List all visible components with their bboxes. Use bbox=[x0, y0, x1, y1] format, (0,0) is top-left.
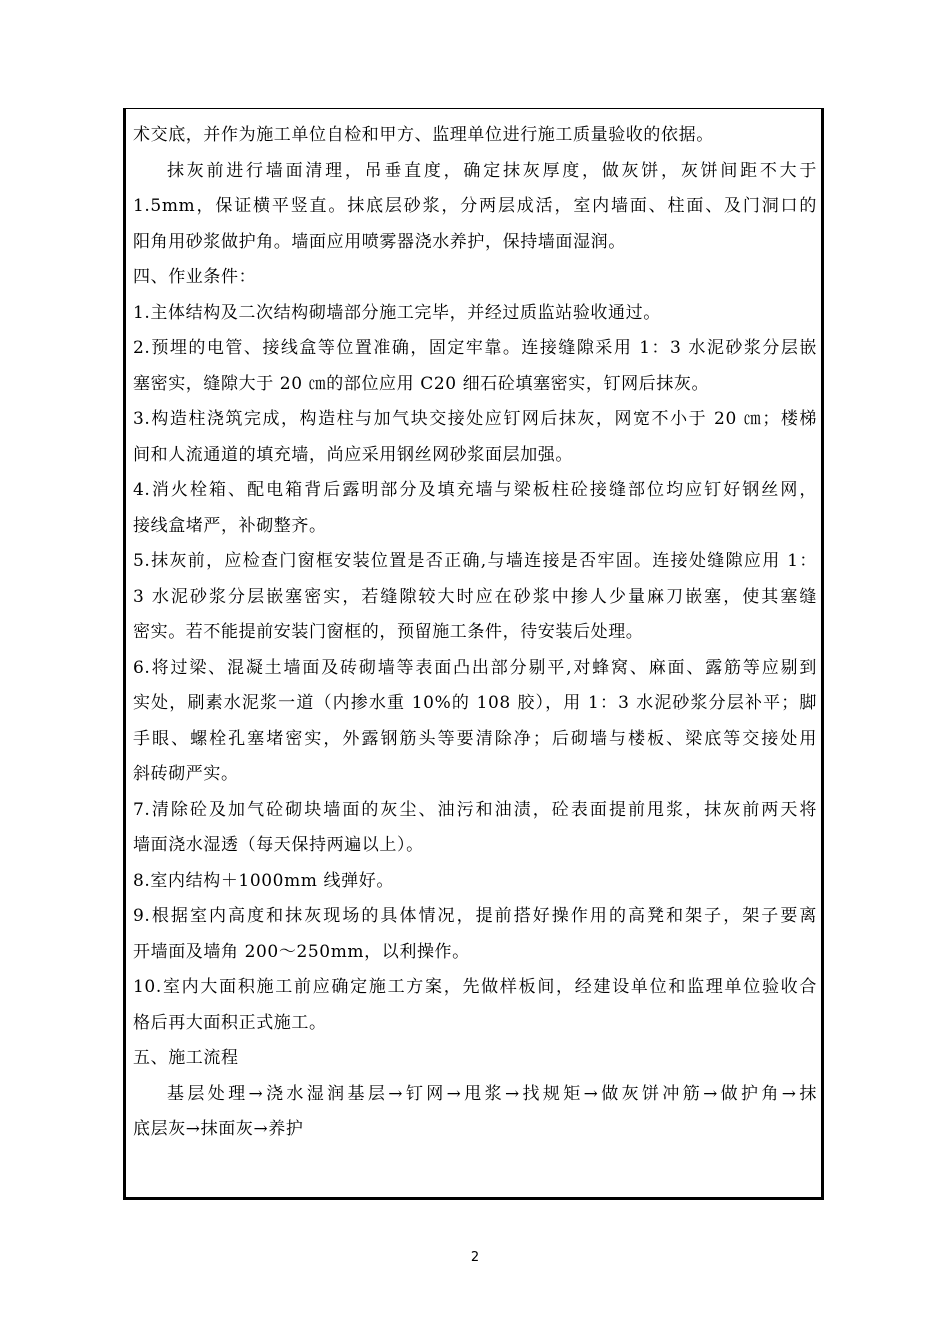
text-line: 7.清除砼及加气砼砌块墙面的灰尘、油污和油渍，砼表面提前甩浆，抹灰前两天将 bbox=[133, 799, 817, 820]
text-line: 格后再大面积正式施工。 bbox=[133, 1012, 327, 1033]
page-number: 2 bbox=[470, 1250, 480, 1265]
text-line: 9.根据室内高度和抹灰现场的具体情况，提前搭好操作用的高凳和架子，架子要离 bbox=[133, 906, 817, 926]
text-line: 8.室内结构＋1000mm 线弹好。 bbox=[133, 870, 394, 891]
text-line: 10.室内大面积施工前应确定施工方案，先做样板间，经建设单位和监理单位验收合 bbox=[133, 977, 817, 997]
process-flow-line: 底层灰→抹面灰→养护 bbox=[133, 1119, 304, 1139]
text-line: 2.预埋的电管、接线盒等位置准确，固定牢靠。连接缝隙采用 1：3 水泥砂浆分层嵌 bbox=[133, 338, 817, 358]
text-line: 实处，刷素水泥浆一道（内掺水重 10%的 108 胶），用 1：3 水泥砂浆分层补平；脚 bbox=[133, 693, 817, 713]
text-line: 6.将过梁、混凝土墙面及砖砌墙等表面凸出部分剔平,对蜂窝、麻面、露筋等应剔到 bbox=[133, 657, 817, 678]
text-line: 塞密实，缝隙大于 20 ㎝的部位应用 C20 细石砼填塞密实，钉网后抹灰。 bbox=[133, 373, 710, 394]
text-line: 3.构造柱浇筑完成，构造柱与加气块交接处应钉网后抹灰，网宽不小于 20 ㎝；楼梯 bbox=[133, 409, 817, 429]
text-line: 开墙面及墙角 200～250mm，以利操作。 bbox=[133, 941, 470, 962]
text-line: 5.抹灰前，应检查门窗框安装位置是否正确,与墙连接是否牢固。连接处缝隙应用 1： bbox=[133, 551, 817, 571]
text-line: 接线盒堵严，补砌整齐。 bbox=[133, 515, 327, 536]
text-line: 墙面浇水湿透（每天保持两遍以上）。 bbox=[133, 835, 424, 855]
text-line: 阳角用砂浆做护角。墙面应用喷雾器浇水养护，保持墙面湿润。 bbox=[133, 231, 626, 252]
text-line: 斜砖砌严实。 bbox=[133, 764, 239, 784]
text-line: 4.消火栓箱、配电箱背后露明部分及填充墙与梁板柱砼接缝部位均应钉好钢丝网， bbox=[133, 480, 817, 500]
text-line: 1.5mm，保证横平竖直。抹底层砂浆，分两层成活，室内墙面、柱面、及门洞口的 bbox=[133, 196, 817, 216]
text-line: 手眼、螺栓孔塞堵密实，外露钢筋头等要清除净；后砌墙与楼板、梁底等交接处用 bbox=[133, 728, 817, 749]
text-line: 间和人流通道的填充墙，尚应采用钢丝网砂浆面层加强。 bbox=[133, 444, 573, 465]
section-heading: 五、施工流程 bbox=[133, 1048, 239, 1068]
section-heading: 四、作业条件： bbox=[133, 267, 257, 287]
text-line: 抹灰前进行墙面清理，吊垂直度，确定抹灰厚度，做灰饼，灰饼间距不大于 bbox=[167, 160, 817, 181]
document-body bbox=[133, 118, 817, 1148]
text-line: 术交底，并作为施工单位自检和甲方、监理单位进行施工质量验收的依据。 bbox=[133, 125, 714, 145]
text-line: 1.主体结构及二次结构砌墙部分施工完毕，并经过质监站验收通过。 bbox=[133, 302, 661, 323]
process-flow-line: 基层处理→浇水湿润基层→钉网→甩浆→找规矩→做灰饼冲筋→做护角→抹 bbox=[167, 1083, 817, 1104]
text-line: 密实。若不能提前安装门窗框的，预留施工条件，待安装后处理。 bbox=[133, 622, 644, 642]
text-line: 3 水泥砂浆分层嵌塞密实，若缝隙较大时应在砂浆中掺人少量麻刀嵌塞，使其塞缝 bbox=[133, 586, 817, 607]
